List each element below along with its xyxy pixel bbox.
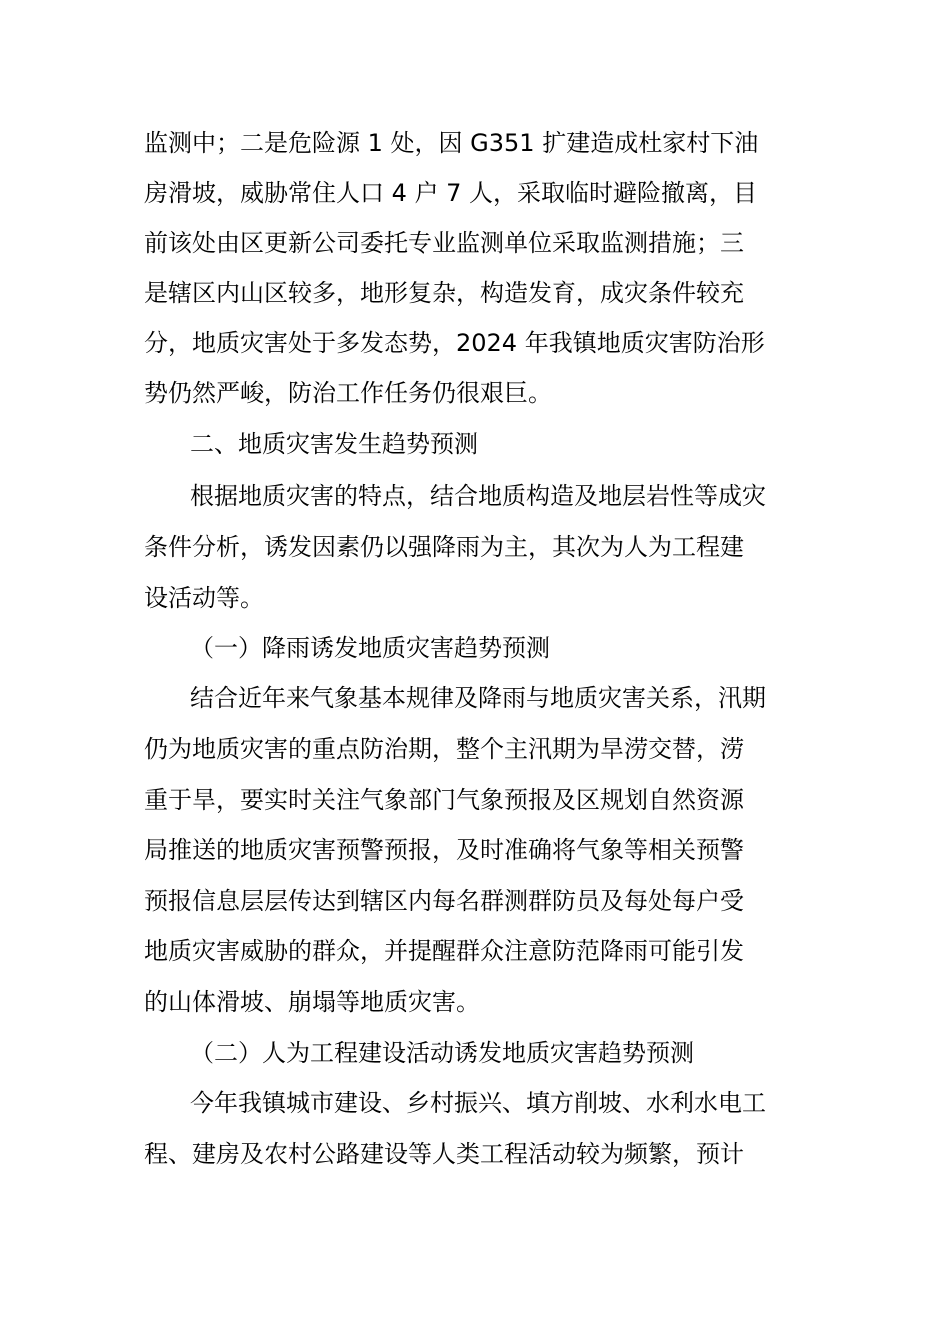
text-line: 设活动等。 [144, 584, 264, 612]
text-line: 是辖区内山区较多，地形复杂，构造发育，成灾条件较充 [144, 279, 744, 307]
subsection-heading: （二）人为工程建设活动诱发地质灾害趋势预测 [190, 1039, 694, 1067]
text-line: 地质灾害威胁的群众，并提醒群众注意防范降雨可能引发 [144, 937, 744, 965]
text-line: 前该处由区更新公司委托专业监测单位采取监测措施；三 [144, 229, 744, 257]
subsection-heading: （一）降雨诱发地质灾害趋势预测 [190, 634, 550, 662]
text-line: 条件分析，诱发因素仍以强降雨为主，其次为人为工程建 [144, 533, 744, 561]
text-line: 今年我镇城市建设、乡村振兴、填方削坡、水利水电工 [190, 1089, 766, 1117]
text-line: 仍为地质灾害的重点防治期，整个主汛期为旱涝交替，涝 [144, 735, 744, 763]
text-line: 房滑坡，威胁常住人口 4 户 7 人，采取临时避险撤离，目 [144, 179, 758, 207]
text-line: 重于旱，要实时关注气象部门气象预报及区规划自然资源 [144, 786, 744, 814]
text-line: 局推送的地质灾害预警预报，及时准确将气象等相关预警 [144, 836, 744, 864]
text-line: 预报信息层层传达到辖区内每名群测群防员及每处每户受 [144, 887, 744, 915]
text-line: 的山体滑坡、崩塌等地质灾害。 [144, 988, 480, 1016]
text-line: 根据地质灾害的特点，结合地质构造及地层岩性等成灾 [190, 482, 766, 510]
text-line: 势仍然严峻，防治工作任务仍很艰巨。 [144, 379, 552, 407]
text-line: 分，地质灾害处于多发态势，2024 年我镇地质灾害防治形 [144, 329, 765, 357]
section-heading: 二、地质灾害发生趋势预测 [190, 430, 478, 458]
text-line: 监测中；二是危险源 1 处，因 G351 扩建造成杜家村下油 [144, 129, 759, 157]
text-line: 程、建房及农村公路建设等人类工程活动较为频繁，预计 [144, 1140, 744, 1168]
text-line: 结合近年来气象基本规律及降雨与地质灾害关系，汛期 [190, 684, 766, 712]
